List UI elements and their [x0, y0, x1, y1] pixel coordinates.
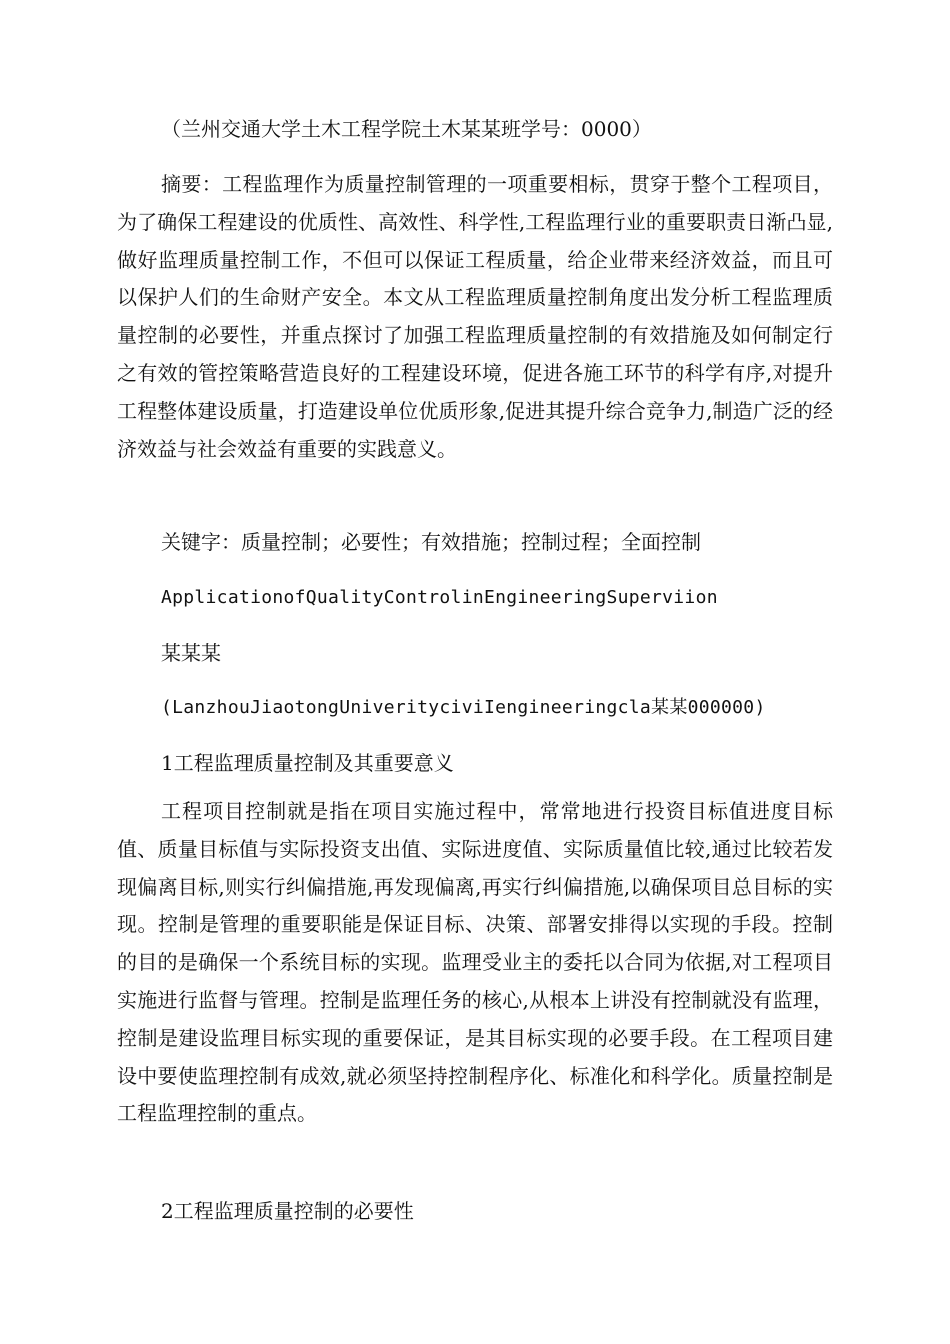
english-title: ApplicationofQualityControlinEngineeringSuperviion — [161, 587, 718, 608]
section-1-heading: 1工程监理质量控制及其重要意义 — [161, 751, 454, 775]
section-2-heading: 2工程监理质量控制的必要性 — [161, 1199, 414, 1223]
keywords-line: 关键字：质量控制；必要性；有效措施；控制过程；全面控制 — [161, 530, 701, 554]
section-1-body: 工程项目控制就是指在项目实施过程中，常常地进行投资目标值进度目标值、质量目标值与实际投资支出值、实际进度值、实际质量值比较,通过比较若发现偏离目标,则实行纠偏措施,再发现偏离,再实行纠偏措施,以确保项目总目标的实现。控制是管理的重要职能是保证目标、决策、部署安排得以实现的手段。控制的目的是确保一个系统目标的实现。监理受业主的委托以合同为依据,对工程项目实施进行监督与管理。控制是监理任务的核心,从根本上讲没有控制就没有监理，控制是建设监理目标实现的重要保证，是其目标实现的必要手段。在工程项目建设中要使监理控制有成效,就必须坚持控制程序化、标准化和科学化。质量控制是工程监理控制的重点。 — [117, 799, 833, 1126]
english-affiliation: (LanzhouJiaotongUniverityciviIengineeringcla某某000000) — [161, 697, 766, 718]
abstract-paragraph: 摘要：工程监理作为质量控制管理的一项重要相标，贯穿于整个工程项目，为了确保工程建设的优质性、高效性、科学性,工程监理行业的重要职责日渐凸显,做好监理质量控制工作，不但可以保证工程质量，给企业带来经济效益，而且可以保护人们的生命财产安全。本文从工程监理质量控制角度出发分析工程监理质量控制的必要性，并重点探讨了加强工程监理质量控制的有效措施及如何制定行之有效的管控策略营造良好的工程建设环境，促进各施工环节的科学有序,对提升工程整体建设质量，打造建设单位优质形象,促进其提升综合竞争力,制造广泛的经济效益与社会效益有重要的实践意义。 — [117, 172, 833, 461]
author-affiliation: （兰州交通大学土木工程学院土木某某班学号：0000） — [161, 117, 652, 141]
author-name: 某某某 — [161, 641, 221, 665]
